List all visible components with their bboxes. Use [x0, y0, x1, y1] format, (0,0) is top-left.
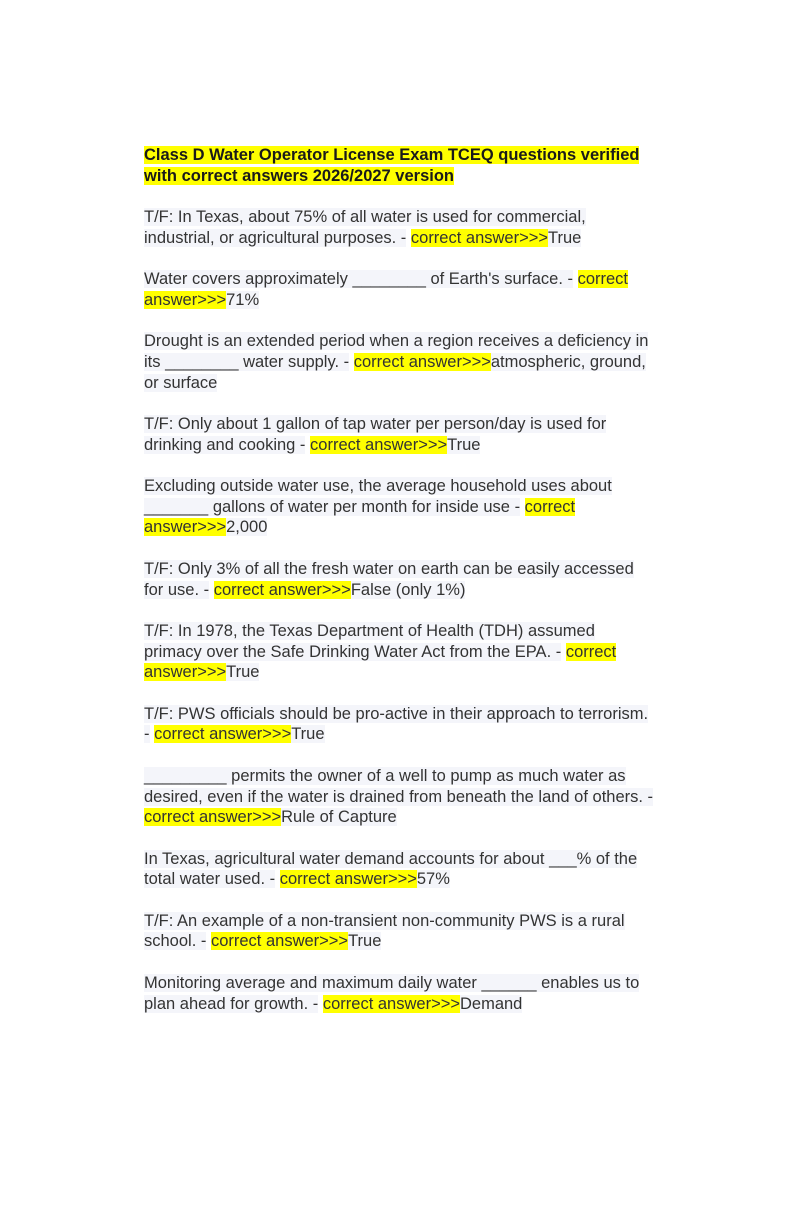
document-page: [144, 145, 654, 1035]
qa-item: [144, 704, 654, 745]
answer-tag: correct answer>>>: [279, 870, 417, 889]
answer-tag: correct answer>>>: [210, 932, 349, 951]
question-text: T/F: Only about 1 gallon of tap water per person/day is used for drinking and cooking -: [144, 414, 607, 454]
answer-tag: correct answer>>>: [154, 725, 292, 744]
answer-text: 71%: [226, 290, 260, 309]
answer-tag: correct answer>>>: [144, 270, 629, 309]
answer-text: True: [548, 228, 582, 247]
answer-tag: correct answer>>>: [410, 228, 548, 247]
document-title: [144, 145, 654, 186]
answer-text: 57%: [416, 870, 450, 889]
question-text: Drought is an extended period when a region receives a deficiency in its ________ water supply. -: [144, 332, 649, 371]
answer-text: Rule of Capture: [281, 808, 397, 827]
document-title-text: Class D Water Operator License Exam TCEQ questions verified with correct answers 2026/2027 version: [144, 146, 640, 185]
answer-text: False (only 1%): [350, 580, 466, 599]
answer-tag: correct answer>>>: [144, 808, 282, 827]
question-text: Monitoring average and maximum daily water ______ enables us to plan ahead for growth. -: [144, 973, 640, 1013]
question-text: T/F: In Texas, about 75% of all water is used for commercial, industrial, or agricultural purposes. -: [144, 208, 586, 247]
answer-tag: correct answer>>>: [144, 497, 576, 537]
answer-text: 2,000: [226, 518, 268, 537]
qa-item: [144, 973, 654, 1014]
qa-item: [144, 476, 654, 538]
answer-text: True: [226, 663, 260, 682]
qa-item: [144, 414, 654, 455]
answer-text: True: [447, 435, 481, 454]
question-text: Excluding outside water use, the average household uses about _______ gallons of water per month for inside use -: [144, 477, 612, 516]
qa-item: [144, 911, 654, 952]
answer-tag: correct answer>>>: [213, 580, 351, 599]
qa-item: [144, 559, 654, 600]
question-text: T/F: PWS officials should be pro-active in their approach to terrorism. -: [144, 704, 649, 744]
answer-tag: correct answer>>>: [310, 435, 448, 454]
qa-item: [144, 207, 654, 248]
answer-text: Demand: [459, 994, 523, 1013]
qa-item: [144, 621, 654, 683]
qa-item: [144, 269, 654, 310]
answer-text: True: [291, 725, 325, 744]
qa-item: [144, 849, 654, 890]
question-text: _________ permits the owner of a well to pump as much water as desired, even if the water is drained from beneath the land of others. -: [144, 766, 654, 806]
answer-tag: correct answer>>>: [144, 642, 617, 682]
question-text: T/F: In 1978, the Texas Department of Health (TDH) assumed primacy over the Safe Drinking Water Act from the EPA. -: [144, 621, 595, 661]
answer-text: atmospheric, ground, or surface: [144, 352, 646, 392]
qa-item: [144, 766, 654, 828]
question-text: In Texas, agricultural water demand accounts for about ___% of the total water used. -: [144, 849, 638, 889]
answer-text: True: [348, 932, 382, 951]
answer-tag: correct answer>>>: [353, 352, 491, 371]
qa-list: [144, 207, 654, 1014]
answer-tag: correct answer>>>: [322, 994, 460, 1013]
question-text: Water covers approximately ________ of Earth's surface. -: [144, 270, 573, 289]
question-text: T/F: An example of a non-transient non-community PWS is a rural school. -: [144, 911, 625, 951]
question-text: T/F: Only 3% of all the fresh water on earth can be easily accessed for use. -: [144, 559, 634, 599]
qa-item: [144, 331, 654, 393]
